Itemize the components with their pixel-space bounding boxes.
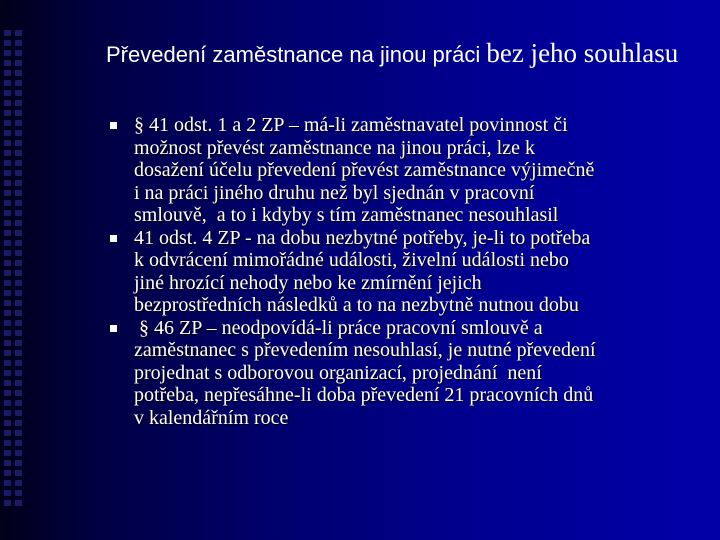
decorative-square bbox=[15, 130, 22, 136]
decorative-square bbox=[4, 300, 11, 306]
decorative-square bbox=[4, 380, 11, 386]
decorative-square bbox=[4, 140, 11, 146]
decorative-square bbox=[4, 260, 11, 266]
decorative-square bbox=[4, 390, 11, 396]
decorative-square bbox=[4, 410, 11, 416]
decorative-square bbox=[4, 500, 11, 506]
bullet-line: smlouvě, a to i kdyby s tím zaměstnanec nesouhlasil bbox=[134, 204, 559, 226]
bullet-line: i na práci jiného druhu než byl sjednán v pracovní bbox=[134, 181, 535, 204]
decorative-square bbox=[15, 450, 22, 456]
decorative-square bbox=[4, 440, 11, 446]
decorative-square bbox=[4, 250, 11, 256]
decorative-square bbox=[4, 430, 11, 436]
decorative-square bbox=[15, 300, 22, 306]
decorative-square bbox=[15, 420, 22, 426]
decorative-square bbox=[15, 390, 22, 396]
decorative-square bbox=[4, 30, 11, 36]
decorative-square bbox=[4, 470, 11, 476]
decorative-square bbox=[15, 70, 22, 76]
decorative-square bbox=[15, 80, 22, 86]
decorative-square bbox=[4, 60, 11, 66]
square-bullet-icon bbox=[110, 122, 117, 129]
decorative-square bbox=[15, 90, 22, 96]
bullet-line: § 46 ZP – neodpovídá-li práce pracovní smlouvě a bbox=[134, 316, 543, 339]
bullet-list bbox=[106, 114, 706, 429]
decorative-square bbox=[4, 110, 11, 116]
bullet-line: potřeba, nepřesáhne-li doba převedení 21 pracovních dnů bbox=[134, 384, 594, 406]
decorative-square bbox=[15, 350, 22, 356]
decorative-square bbox=[15, 290, 22, 296]
decorative-square bbox=[15, 460, 22, 466]
decorative-square bbox=[15, 470, 22, 476]
decorative-square bbox=[4, 450, 11, 456]
bullet-line: jiné hrozící nehody nebo ke zmírnění jejich bbox=[134, 271, 482, 294]
title-part-2: bez jeho souhlasu bbox=[486, 38, 679, 68]
decorative-square bbox=[4, 180, 11, 186]
decorative-square bbox=[4, 150, 11, 156]
decorative-square bbox=[15, 340, 22, 346]
bullet-text bbox=[134, 114, 694, 227]
decorative-square bbox=[15, 190, 22, 196]
decorative-square bbox=[4, 460, 11, 466]
decorative-square bbox=[4, 120, 11, 126]
slide-title bbox=[106, 34, 696, 77]
bullet-item bbox=[106, 227, 706, 317]
decorative-square bbox=[4, 340, 11, 346]
decorative-square bbox=[15, 380, 22, 386]
decorative-square bbox=[15, 60, 22, 66]
decorative-square bbox=[15, 160, 22, 166]
square-bullet-icon bbox=[110, 325, 117, 332]
decorative-square bbox=[15, 280, 22, 286]
decorative-square bbox=[15, 370, 22, 376]
decorative-square bbox=[4, 400, 11, 406]
decorative-square bbox=[4, 420, 11, 426]
decorative-square bbox=[15, 140, 22, 146]
decorative-square bbox=[4, 310, 11, 316]
decorative-square-strip bbox=[0, 0, 22, 540]
bullet-text bbox=[134, 317, 694, 430]
decorative-square bbox=[4, 160, 11, 166]
title-part-1: Převedení zaměstnance na jinou práci bbox=[106, 42, 487, 67]
decorative-square bbox=[15, 250, 22, 256]
bullet-line: § 41 odst. 1 a 2 ZP – má-li zaměstnavatel povinnost či bbox=[134, 114, 568, 136]
decorative-square bbox=[15, 440, 22, 446]
decorative-square bbox=[4, 290, 11, 296]
decorative-square bbox=[15, 230, 22, 236]
bullet-text bbox=[134, 227, 694, 317]
bullet-line: bezprostředních následků a to na nezbytně nutnou dobu bbox=[134, 294, 579, 316]
decorative-square bbox=[15, 100, 22, 106]
decorative-square bbox=[4, 230, 11, 236]
decorative-square bbox=[4, 130, 11, 136]
decorative-square bbox=[15, 260, 22, 266]
decorative-square bbox=[4, 90, 11, 96]
decorative-square bbox=[4, 70, 11, 76]
decorative-square bbox=[4, 80, 11, 86]
decorative-square bbox=[4, 40, 11, 46]
decorative-square bbox=[4, 350, 11, 356]
decorative-square bbox=[15, 400, 22, 406]
decorative-square bbox=[4, 490, 11, 496]
decorative-square bbox=[15, 40, 22, 46]
bullet-line: možnost převést zaměstnance na jinou práci, lze k bbox=[134, 136, 535, 159]
decorative-square bbox=[4, 190, 11, 196]
decorative-square bbox=[15, 330, 22, 336]
bullet-line: 41 odst. 4 ZP - na dobu nezbytné potřeby, je-li to potřeba bbox=[134, 226, 591, 249]
decorative-square bbox=[15, 430, 22, 436]
decorative-square bbox=[4, 100, 11, 106]
bullet-line: dosažení účelu převedení převést zaměstnance výjimečně bbox=[134, 159, 595, 181]
decorative-square bbox=[15, 110, 22, 116]
decorative-square bbox=[4, 330, 11, 336]
decorative-square bbox=[15, 200, 22, 206]
decorative-square bbox=[15, 30, 22, 36]
bullet-line: zaměstnanec s převedením nesouhlasí, je nutné převedení bbox=[134, 339, 596, 361]
decorative-square bbox=[4, 370, 11, 376]
decorative-square bbox=[4, 200, 11, 206]
decorative-square bbox=[15, 240, 22, 246]
decorative-square bbox=[4, 280, 11, 286]
decorative-square bbox=[15, 310, 22, 316]
decorative-square bbox=[4, 270, 11, 276]
decorative-square bbox=[15, 480, 22, 486]
decorative-square bbox=[4, 50, 11, 56]
decorative-square bbox=[4, 240, 11, 246]
bullet-line: projednat s odborovou organizací, projednání není bbox=[134, 361, 542, 384]
decorative-square bbox=[15, 50, 22, 56]
decorative-square bbox=[15, 180, 22, 186]
decorative-square bbox=[4, 210, 11, 216]
decorative-square bbox=[15, 220, 22, 226]
decorative-square bbox=[15, 410, 22, 416]
bullet-item bbox=[106, 114, 706, 227]
decorative-square bbox=[15, 120, 22, 126]
decorative-square bbox=[15, 170, 22, 176]
decorative-square bbox=[15, 360, 22, 366]
decorative-square bbox=[15, 320, 22, 326]
decorative-square bbox=[15, 500, 22, 506]
decorative-square bbox=[15, 490, 22, 496]
decorative-square bbox=[4, 360, 11, 366]
bullet-line: k odvrácení mimořádné události, živelní události nebo bbox=[134, 249, 569, 271]
decorative-square bbox=[4, 170, 11, 176]
bullet-item bbox=[106, 317, 706, 430]
decorative-square bbox=[4, 220, 11, 226]
bullet-line: v kalendářním roce bbox=[134, 406, 289, 429]
decorative-square bbox=[15, 270, 22, 276]
decorative-square bbox=[15, 150, 22, 156]
decorative-square bbox=[4, 480, 11, 486]
square-bullet-icon bbox=[110, 235, 117, 242]
decorative-square bbox=[4, 320, 11, 326]
decorative-square bbox=[15, 210, 22, 216]
